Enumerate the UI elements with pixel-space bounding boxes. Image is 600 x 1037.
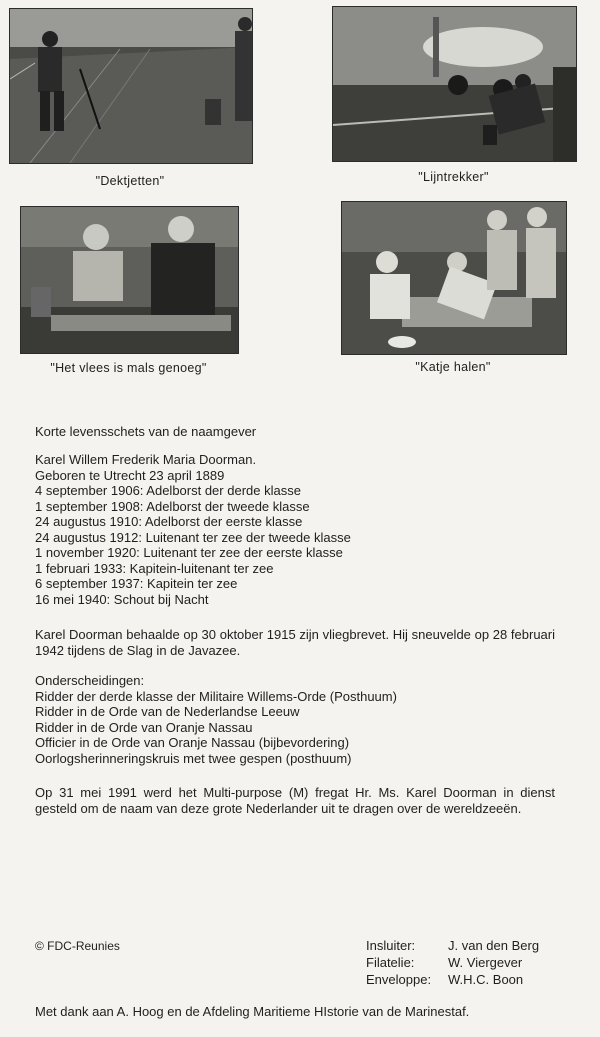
photo-caption: "Katje halen" [415, 360, 491, 374]
decorations-title: Onderscheidingen: [35, 673, 145, 688]
career-line: 24 augustus 1910: Adelborst der eerste klasse [35, 514, 303, 529]
career-line: 16 mei 1940: Schout bij Nacht [35, 591, 209, 607]
credit-value: W. Viergever [448, 955, 523, 970]
credit-row [366, 954, 539, 971]
photo-caption: "Lijntrekker" [418, 170, 489, 184]
career-line: 1 februari 1933: Kapitein-luitenant ter zee [35, 560, 274, 576]
decoration-item: Oorlogsherinneringskruis met twee gespen (posthuum) [35, 750, 352, 766]
copyright-notice: © FDC-Reunies [35, 939, 120, 953]
section-heading: Korte levensschets van de naamgever [35, 424, 257, 439]
credit-label: Insluiter: [366, 938, 416, 953]
decoration-item: Ridder in de Orde van Oranje Nassau [35, 719, 253, 735]
credit-row [366, 971, 539, 988]
photo-caption: "Het vlees is mals genoeg" [50, 361, 207, 375]
career-line: 1 september 1908: Adelborst der tweede klasse [35, 498, 310, 514]
photo-caption: "Dektjetten" [95, 174, 165, 188]
acknowledgement: Met dank aan A. Hoog en de Afdeling Maritieme HIstorie van de Marinestaf. [35, 1004, 470, 1019]
decoration-item: Ridder in de Orde van de Nederlandse Leeuw [35, 704, 300, 719]
career-line: 24 augustus 1912: Luitenant ter zee der tweede klasse [35, 529, 351, 545]
career-line: 4 september 1906: Adelborst der derde klasse [35, 483, 301, 498]
biography-paragraph: Karel Doorman behaalde op 30 oktober 1915 zijn vliegbrevet. Hij sneuvelde op 28 februari 1942 tijdens de Slag in de Javazee. [35, 627, 555, 658]
career-line: 6 september 1937: Kapitein ter zee [35, 576, 238, 591]
photo-het-vlees-is-mals-genoeg [20, 206, 239, 354]
career-line: Geboren te Utrecht 23 april 1889 [35, 467, 225, 483]
credit-row [366, 937, 539, 954]
decorations-list [35, 673, 397, 766]
credit-label: Enveloppe: [366, 972, 432, 987]
credits-block [366, 937, 539, 988]
photo-lijntrekker [332, 6, 577, 162]
photo-katje-halen [341, 201, 567, 355]
career-list [35, 452, 351, 607]
credit-value: W.H.C. Boon [448, 972, 524, 987]
career-line: Karel Willem Frederik Maria Doorman. [35, 452, 257, 467]
frigate-paragraph: Op 31 mei 1991 werd het Multi-purpose (M) fregat Hr. Ms. Karel Doorman in dienst gesteld om de naam van deze grote Nederlander uit te dragen over de wereldzeeën. [35, 785, 555, 816]
career-line: 1 november 1920: Luitenant ter zee der eerste klasse [35, 545, 343, 560]
decoration-item: Officier in de Orde van Oranje Nassau (bijbevordering) [35, 735, 350, 750]
credit-label: Filatelie: [366, 955, 415, 970]
decoration-item: Ridder der derde klasse der Militaire Willems-Orde (Posthuum) [35, 688, 397, 704]
photo-dektjetten [9, 8, 253, 164]
credit-value: J. van den Berg [448, 938, 540, 953]
